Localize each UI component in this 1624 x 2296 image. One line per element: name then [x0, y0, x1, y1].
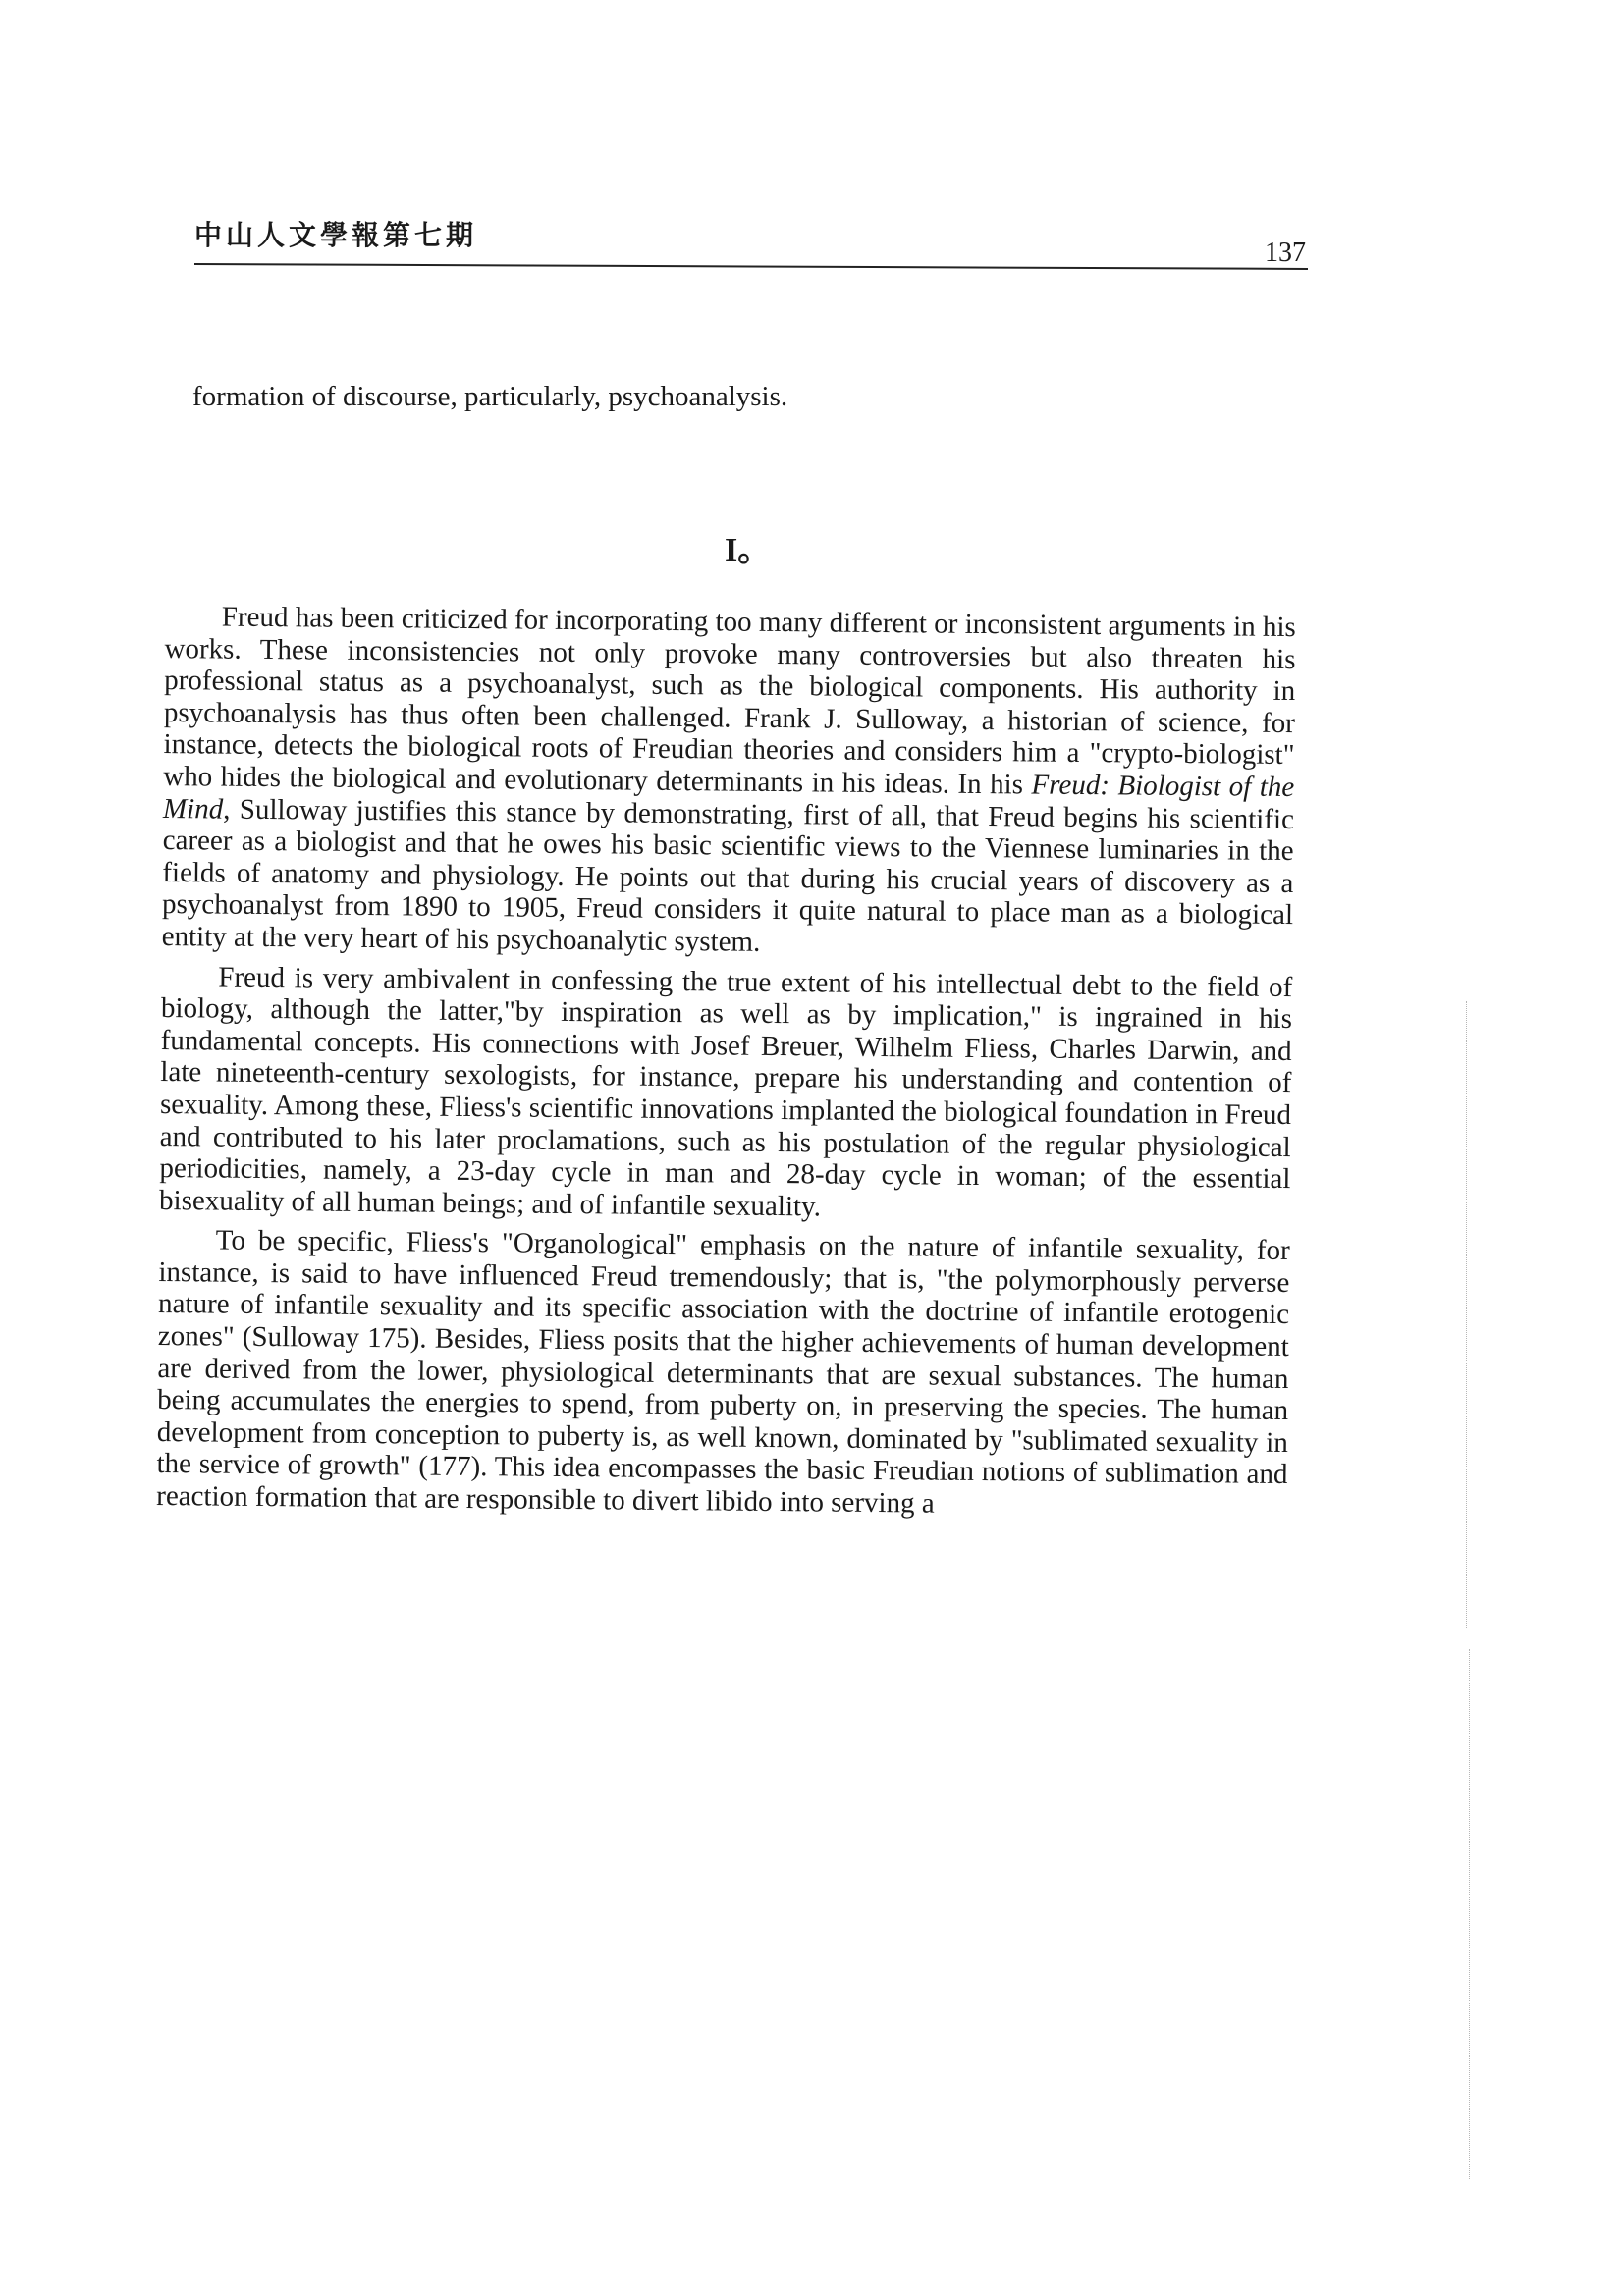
scan-mark: [1469, 1649, 1470, 2179]
paragraph-1-before: Freud has been criticized for incorporating too many different or inconsistent arguments in his works. These inconsistencies not only provoke many controversies but also threaten his professional status as a psychoanalyst, such as the biological components. His authority in psychoanalysis has thus often been challenged. Frank J. Sulloway, a historian of science, for instance, detects the biological roots of Freudian theories and considers him a "crypto-biologist" who hides the biological and evolutionary determinants in his ideas. In his: [163, 601, 1296, 801]
paragraph-1: [162, 601, 1296, 964]
book-title: Freud: Biologist of the Mind: [162, 769, 1295, 826]
body-text: [156, 601, 1296, 1531]
paragraph-2: Freud is very ambivalent in confessing the true extent of his intellectual debt to the field of biology, although the latter,"by inspiration as well as by implication," is ingrained in his fundamental concepts. His connections with Josef Breuer, Wilhelm Fliess, Charles Darwin, and late nineteenth-century sexologists, for instance, prepare his understanding and contention of sexuality. Among these, Fliess's scientific innovations implanted the biological foundation in Freud and contributed to his later proclamations, such as his postulation of the regular physiological periodicities, namely, a 23-day cycle in man and 28-day cycle in woman; of the essential bisexuality of all human beings; and of infantile sexuality.: [158, 961, 1293, 1223]
section-heading: I。: [725, 532, 772, 568]
scan-mark: [1466, 1001, 1467, 1629]
page-number: 137: [1265, 238, 1306, 268]
opening-line: formation of discourse, particularly, psychoanalysis.: [192, 381, 788, 412]
paragraph-1-after: , Sulloway justifies this stance by demonstrating, first of all, that Freud begins his scientific career as a biologist and that he owes his basic scientific views to the Viennese luminaries in the fields of anatomy and physiology. He points out that during his crucial years of discovery as a psychoanalyst from 1890 to 1905, Freud considers it quite natural to place man as a biological entity at the very heart of his psychoanalytic system.: [161, 793, 1295, 958]
paragraph-3: To be specific, Fliess's "Organological" emphasis on the nature of infantile sexuality, for instance, is said to have influenced Freud tremendously; that is, "the polymorphously perverse nature of infantile sexuality and its specific association with the doctrine of infantile erotogenic zones" (Sulloway 175). Besides, Fliess posits that the higher achievements of human development are derived from the lower, physiological determinants that are sexual substances. The human being accumulates the energies to spend, from puberty on, in preserving the species. The human development from conception to puberty is, as well known, dominated by "sublimated sexuality in the service of growth" (177). This idea encompasses the basic Freudian notions of sublimation and reaction formation that are responsible to divert libido into serving a: [156, 1224, 1290, 1520]
journal-title: 中山人文學報第七期: [194, 219, 478, 251]
